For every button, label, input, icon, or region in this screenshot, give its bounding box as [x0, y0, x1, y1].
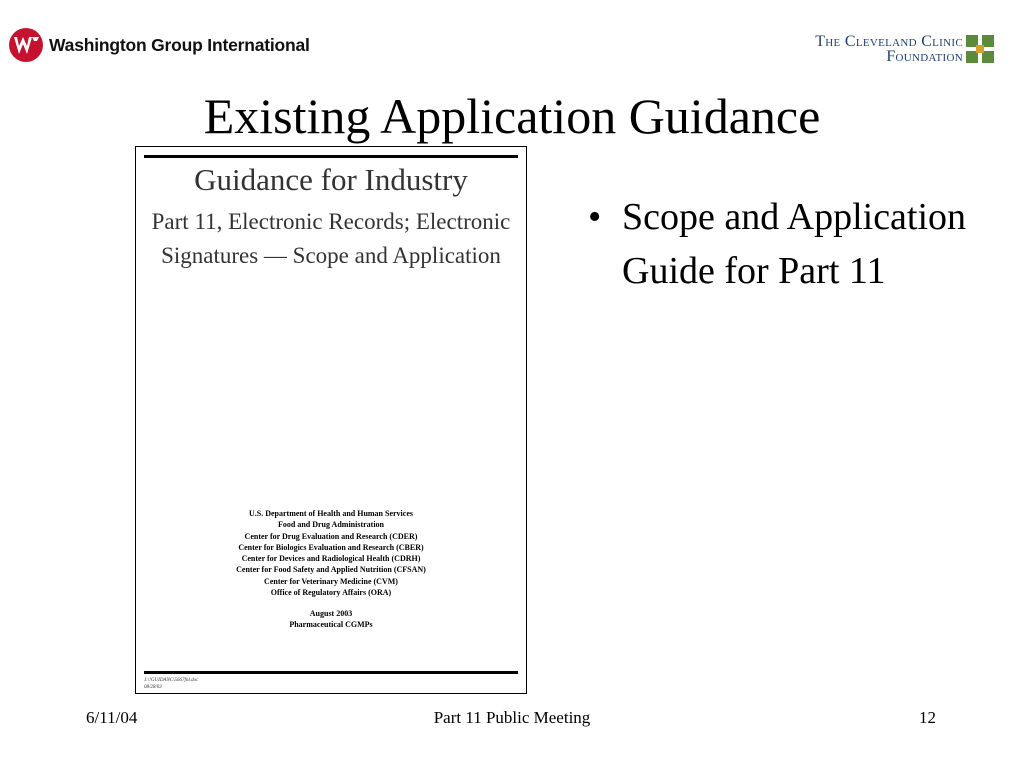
washington-group-logo — [8, 27, 310, 63]
agency-line: Office of Regulatory Affairs (ORA) — [270, 588, 392, 598]
document-program: Pharmaceutical CGMPs — [289, 620, 373, 629]
footer-title: Part 11 Public Meeting — [433, 708, 591, 727]
agency-line: Center for Food Safety and Applied Nutrition (CFSAN) — [236, 565, 426, 575]
document-file-date: 08/28/03 — [144, 685, 162, 690]
page-number: 12 — [919, 708, 936, 727]
document-top-rule — [144, 155, 518, 158]
cleveland-clinic-foundation: Foundation — [886, 48, 963, 65]
washington-group-emblem-icon — [8, 27, 44, 63]
bullet-dot: • — [588, 196, 602, 238]
agency-line: Food and Drug Administration — [277, 520, 385, 530]
document-subtitle: Part 11, Electronic Records; Electronic Signatures — Scope and Application — [151, 209, 511, 268]
footer-date: 6/11/04 — [86, 708, 138, 727]
guidance-document-image — [135, 146, 527, 694]
washington-group-name: Washington Group International — [49, 34, 310, 55]
agency-line: U.S. Department of Health and Human Services — [249, 509, 413, 518]
bullet-text: Scope and Application Guide for Part 11 — [622, 196, 967, 292]
document-date-block — [136, 608, 526, 630]
document-heading: Guidance for Industry — [194, 162, 468, 197]
document-footnote — [144, 677, 198, 691]
agency-line: Center for Biologics Evaluation and Research (CBER) — [238, 542, 424, 552]
slide-title: Existing Application Guidance — [203, 88, 821, 144]
document-bottom-rule — [144, 671, 518, 674]
bullet-list — [588, 190, 988, 298]
document-agency-list — [136, 508, 526, 598]
document-date: August 2003 — [309, 609, 353, 618]
document-file-path: J:\!GUIDANC\5667fnl.doc — [144, 678, 199, 683]
agency-line: Center for Devices and Radiological Health (CDRH) — [241, 554, 421, 564]
agency-line: Center for Veterinary Medicine (CVM) — [264, 576, 398, 586]
cleveland-clinic-logo — [815, 34, 994, 64]
agency-line: Center for Drug Evaluation and Research (CDER) — [244, 531, 418, 541]
cleveland-clinic-emblem-icon — [966, 35, 994, 63]
bullet-item — [588, 190, 988, 298]
cleveland-clinic-name: The Cleveland Clinic — [815, 33, 963, 50]
